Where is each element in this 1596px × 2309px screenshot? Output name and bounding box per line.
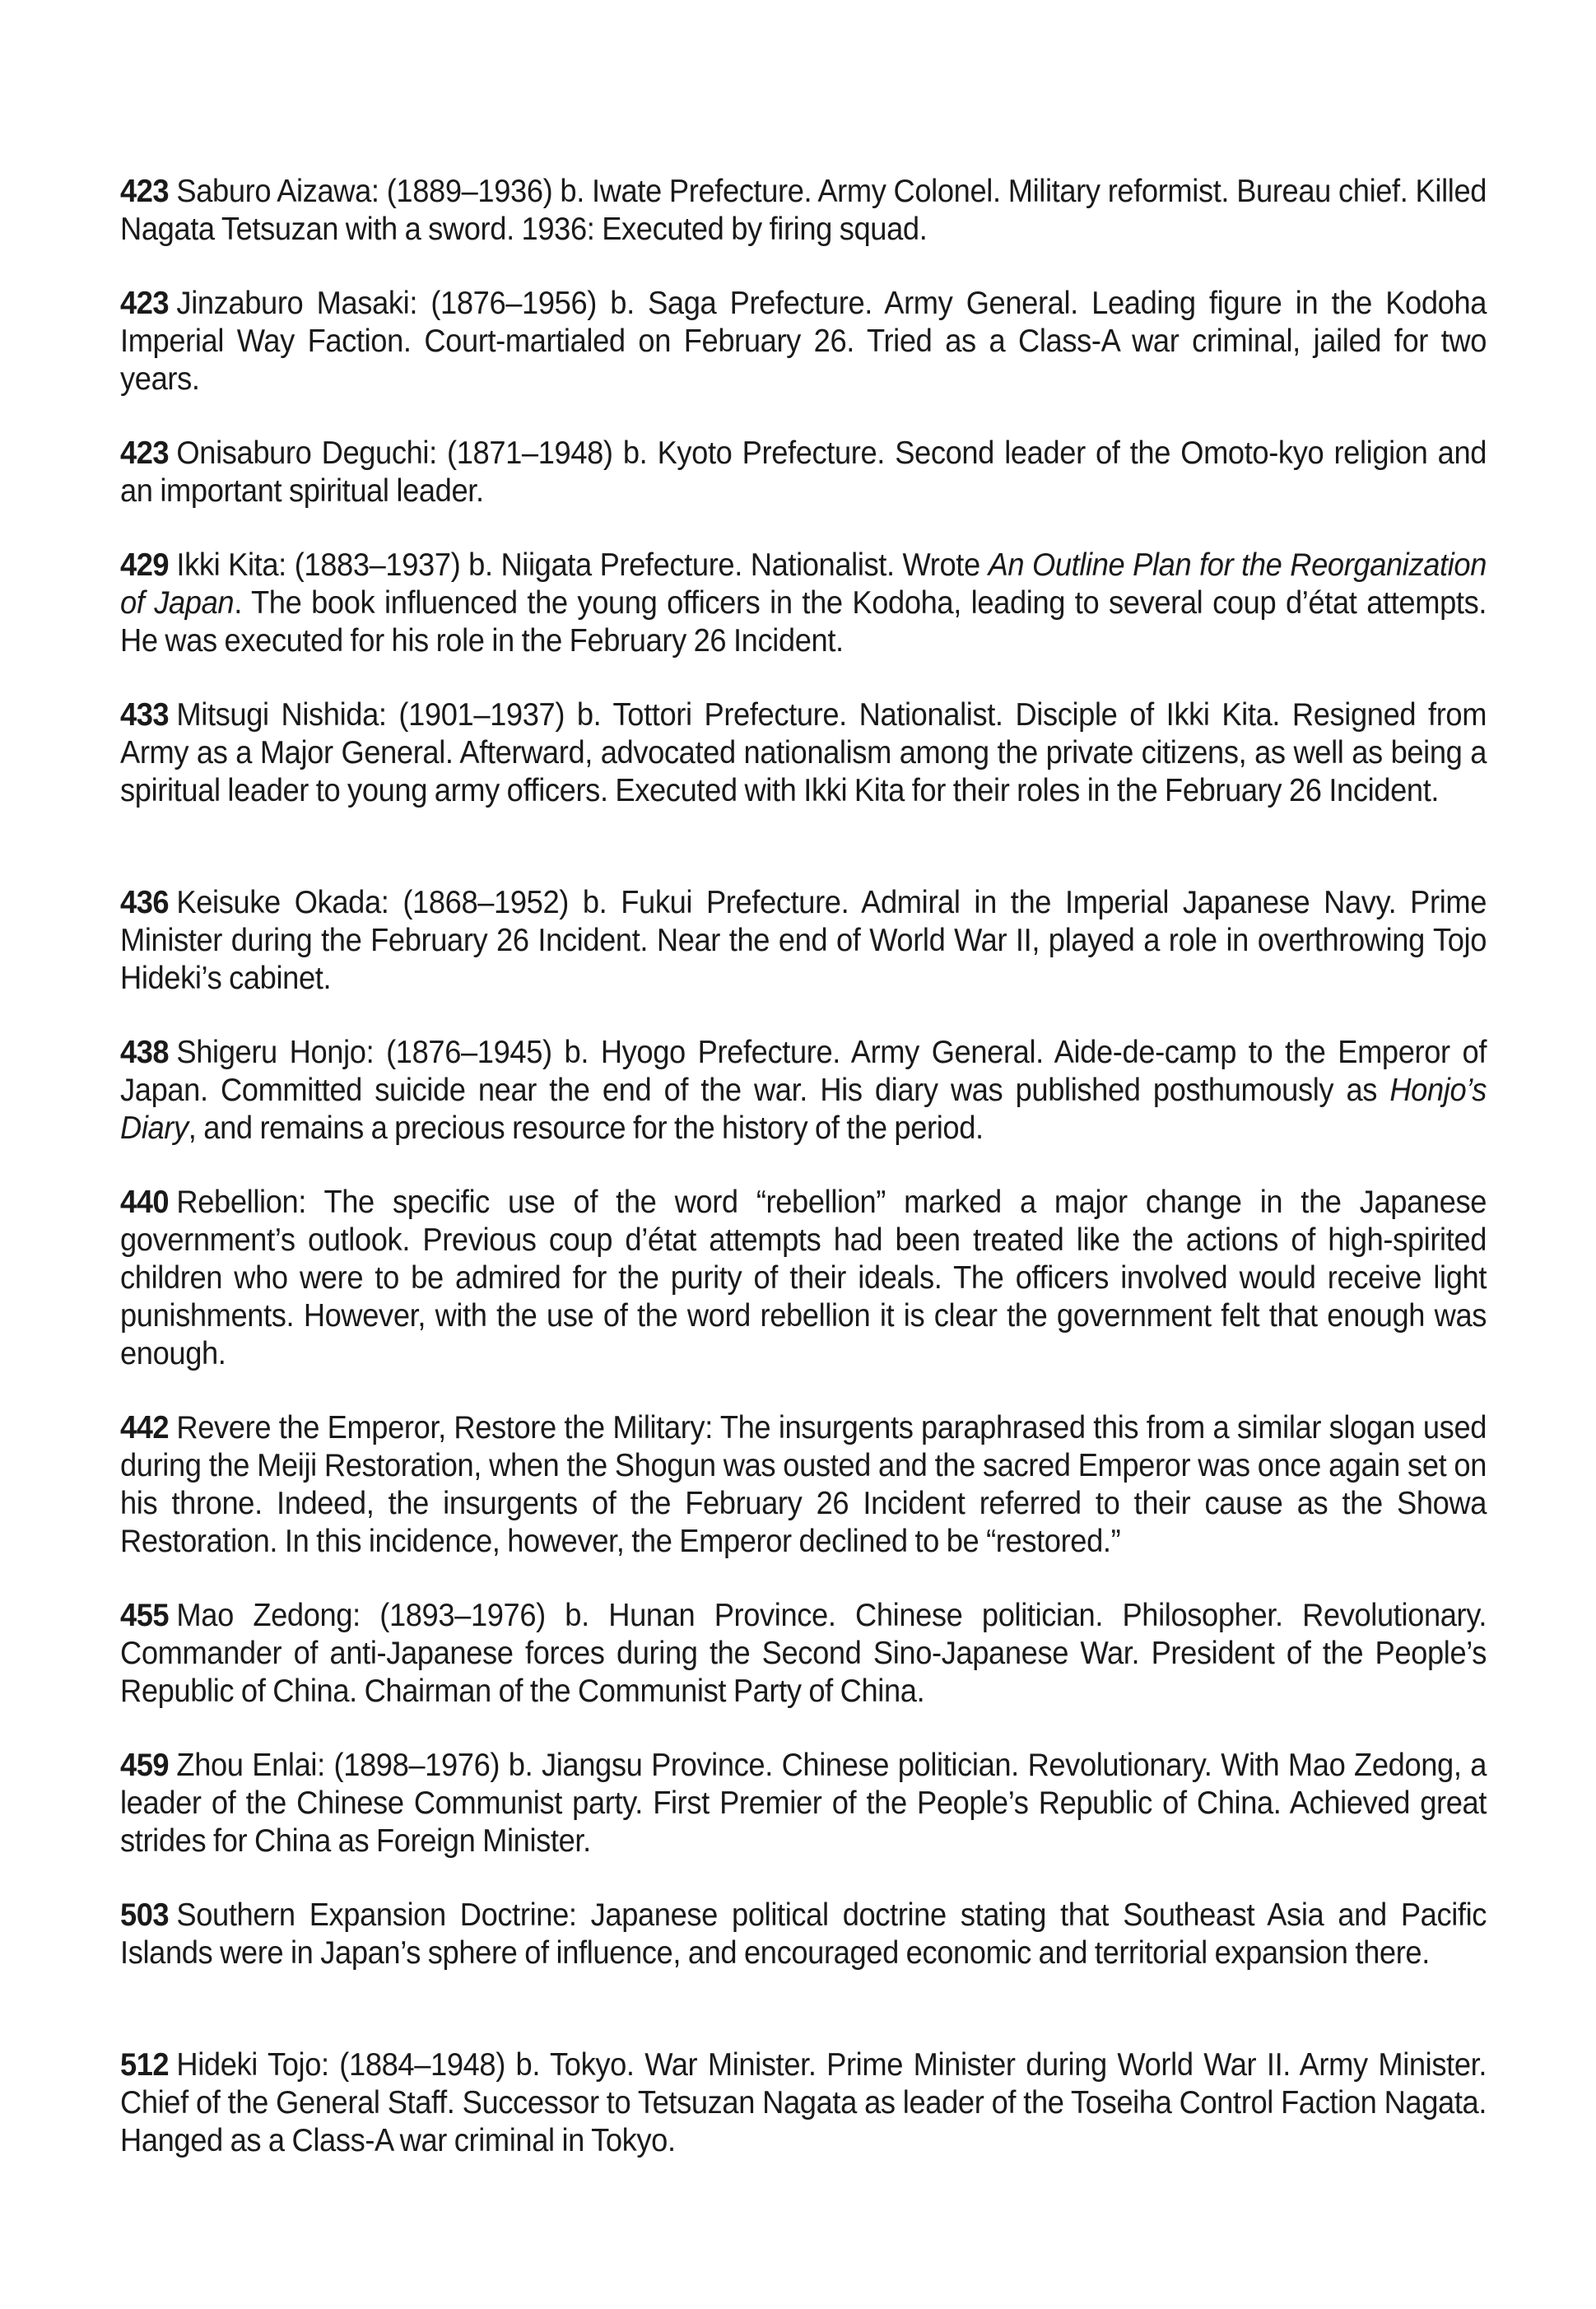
book-title: Honjo’s Diary xyxy=(120,1073,1487,1146)
note-keisuke-okada xyxy=(120,884,1487,998)
note-rebellion xyxy=(120,1184,1487,1373)
note-hideki-tojo xyxy=(120,2046,1487,2160)
note-text: Onisaburo Deguchi: (1871–1948) b. Kyoto Prefecture. Second leader of the Omoto-kyo religion and an important spiritual leader. xyxy=(120,435,1487,509)
note-page-ref: 436 xyxy=(120,885,170,920)
book-title: An Outline Plan for the Reorganization of Japan xyxy=(120,547,1487,621)
note-mao-zedong xyxy=(120,1597,1487,1711)
note-shigeru-honjo xyxy=(120,1034,1487,1148)
note-text: Mao Zedong: (1893–1976) b. Hunan Province. Chinese politician. Philosopher. Revolutionary. Commander of anti-Japanese forces during the Second Sino-Japanese War. President of the People’s Republic of China. Chairman of the Communist Party of China. xyxy=(120,1598,1487,1709)
note-jinzaburo-masaki xyxy=(120,285,1487,398)
note-text: Ikki Kita: (1883–1937) b. Niigata Prefecture. Nationalist. Wrote xyxy=(176,547,989,583)
note-page-ref: 442 xyxy=(120,1410,170,1445)
note-text: Shigeru Honjo: (1876–1945) b. Hyogo Prefecture. Army General. Aide-de-camp to the Emperor of Japan. Committed suicide near the end of the war. His diary was published posthumously as xyxy=(120,1035,1487,1108)
note-mitsugi-nishida xyxy=(120,696,1487,810)
note-southern-expansion-doctrine xyxy=(120,1897,1487,1972)
note-page-ref: 438 xyxy=(120,1035,170,1070)
note-page-ref: 429 xyxy=(120,547,170,583)
note-text: Revere the Emperor, Restore the Military: The insurgents paraphrased this from a similar slogan used during the Meiji Restoration, when the Shogun was ousted and the sacred Emperor was once again set on his throne. Indeed, the insurgents of the February 26 Incident referred to their cause as the Showa Restoration. In this incidence, however, the Emperor declined to be “restored.” xyxy=(120,1410,1487,1559)
note-page-ref: 455 xyxy=(120,1598,170,1633)
note-text: Hideki Tojo: (1884–1948) b. Tokyo. War Minister. Prime Minister during World War II. Army Minister. Chief of the General Staff. Successor to Tetsuzan Nagata as leader of the Toseiha Control Faction Nagata. Hanged as a Class-A war criminal in Tokyo. xyxy=(120,2047,1487,2158)
note-saburo-aizawa xyxy=(120,173,1487,249)
note-page-ref: 440 xyxy=(120,1185,170,1220)
note-zhou-enlai xyxy=(120,1747,1487,1860)
note-ikki-kita xyxy=(120,547,1487,660)
note-page-ref: 433 xyxy=(120,697,170,733)
note-text: Rebellion: The specific use of the word “rebellion” marked a major change in the Japanese government’s outlook. Previous coup d’état attempts had been treated like the actions of high-spirited children who were to be admired for the purity of their ideals. The officers involved would receive light punishments. However, with the use of the word rebellion it is clear the government felt that enough was enough. xyxy=(120,1185,1487,1371)
note-page-ref: 423 xyxy=(120,435,170,471)
note-onisaburo-deguchi xyxy=(120,435,1487,510)
note-text: Zhou Enlai: (1898–1976) b. Jiangsu Province. Chinese politician. Revolutionary. With Mao Zedong, a leader of the Chinese Communist party. First Premier of the People’s Republic of China. Achieved great strides for China as Foreign Minister. xyxy=(120,1748,1487,1859)
note-page-ref: 503 xyxy=(120,1897,170,1933)
note-text-continued: . The book influenced the young officers in the Kodoha, leading to several coup d’état attempts. He was executed for his role in the February 26 Incident. xyxy=(120,585,1487,659)
note-text: Saburo Aizawa: (1889–1936) b. Iwate Prefecture. Army Colonel. Military reformist. Bureau chief. Killed Nagata Tetsuzan with a sword. 1936: Executed by firing squad. xyxy=(120,174,1487,247)
note-page-ref: 423 xyxy=(120,286,170,321)
note-text: Mitsugi Nishida: (1901–1937) b. Tottori Prefecture. Nationalist. Disciple of Ikki Kita. Resigned from Army as a Major General. Afterward, advocated nationalism among the private citizens, as well as being a spiritual leader to young army officers. Executed with Ikki Kita for their roles in the February 26 Incident. xyxy=(120,697,1487,808)
note-text-continued: , and remains a precious resource for the history of the period. xyxy=(188,1110,984,1146)
note-text: Southern Expansion Doctrine: Japanese political doctrine stating that Southeast Asia and Pacific Islands were in Japan’s sphere of influence, and encouraged economic and territorial expansion there. xyxy=(120,1897,1487,1971)
note-page-ref: 423 xyxy=(120,174,170,209)
note-revere-the-emperor xyxy=(120,1409,1487,1561)
note-page-ref: 512 xyxy=(120,2047,170,2083)
note-page-ref: 459 xyxy=(120,1748,170,1783)
note-text: Keisuke Okada: (1868–1952) b. Fukui Prefecture. Admiral in the Imperial Japanese Navy. Prime Minister during the February 26 Incident. Near the end of World War II, played a role in overthrowing Tojo Hideki’s cabinet. xyxy=(120,885,1487,996)
note-text: Jinzaburo Masaki: (1876–1956) b. Saga Prefecture. Army General. Leading figure in the Kodoha Imperial Way Faction. Court-martialed on February 26. Tried as a Class-A war criminal, jailed for two years. xyxy=(120,286,1487,397)
